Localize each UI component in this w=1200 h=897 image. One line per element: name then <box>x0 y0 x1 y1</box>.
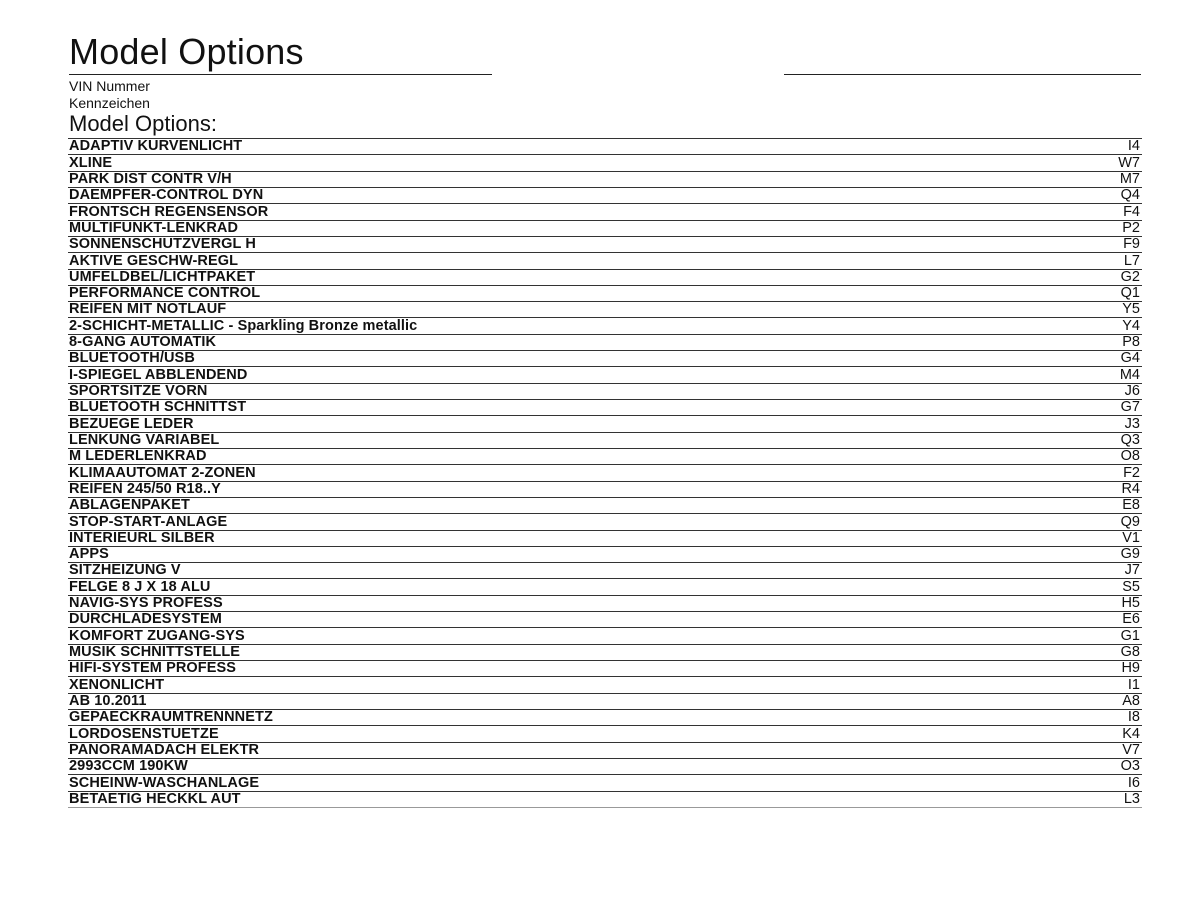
option-code: L7 <box>1123 252 1140 269</box>
option-row <box>68 433 1142 449</box>
option-name: REIFEN MIT NOTLAUF <box>69 301 227 318</box>
option-name: NAVIG-SYS PROFESS <box>69 595 223 612</box>
option-name: UMFELDBEL/LICHTPAKET <box>69 268 256 285</box>
option-name: PERFORMANCE CONTROL <box>69 285 261 302</box>
option-code: A8 <box>1122 692 1140 709</box>
vin-label: VIN Nummer <box>69 78 150 94</box>
option-name: BLUETOOTH/USB <box>69 350 195 367</box>
option-name: KOMFORT ZUGANG-SYS <box>69 627 245 644</box>
option-code: L3 <box>1123 790 1140 807</box>
option-name: SONNENSCHUTZVERGL H <box>69 236 256 253</box>
option-name: PARK DIST CONTR V/H <box>69 170 232 187</box>
header-rule-left <box>69 74 492 75</box>
option-code: G1 <box>1120 627 1140 644</box>
option-name: STOP-START-ANLAGE <box>69 513 228 530</box>
option-row <box>68 221 1142 237</box>
option-code: Q4 <box>1120 187 1140 204</box>
option-row <box>68 270 1142 286</box>
option-code: G8 <box>1120 644 1140 660</box>
option-row <box>68 596 1142 612</box>
option-row <box>68 579 1142 595</box>
option-name: MULTIFUNKT-LENKRAD <box>69 219 239 236</box>
option-row <box>68 775 1142 791</box>
options-heading: Model Options: <box>69 111 217 136</box>
option-row <box>68 302 1142 318</box>
option-name: MUSIK SCHNITTSTELLE <box>69 644 241 660</box>
option-name: LENKUNG VARIABEL <box>69 431 220 448</box>
option-code: I1 <box>1127 676 1140 693</box>
option-name: GEPAECKRAUMTRENNNETZ <box>69 709 273 726</box>
option-row <box>68 759 1142 775</box>
option-code: V7 <box>1122 741 1140 758</box>
option-row <box>68 367 1142 383</box>
option-code: G4 <box>1120 350 1140 367</box>
option-code: F9 <box>1123 236 1140 253</box>
option-name: HIFI-SYSTEM PROFESS <box>69 660 237 677</box>
option-name: REIFEN 245/50 R18..Y <box>69 480 221 497</box>
option-row <box>68 628 1142 644</box>
option-code: K4 <box>1122 725 1140 742</box>
option-name: DAEMPFER-CONTROL DYN <box>69 187 264 204</box>
option-row <box>68 531 1142 547</box>
option-row <box>68 743 1142 759</box>
option-row <box>68 139 1142 155</box>
header-rule-right <box>784 74 1141 75</box>
option-code: G7 <box>1120 399 1140 416</box>
option-row <box>68 318 1142 334</box>
option-name: SCHEINW-WASCHANLAGE <box>69 774 260 791</box>
option-row <box>68 792 1142 808</box>
option-code: I8 <box>1127 709 1140 726</box>
option-name: LORDOSENSTUETZE <box>69 725 219 742</box>
option-code: F2 <box>1123 464 1140 481</box>
option-code: H5 <box>1121 595 1140 612</box>
option-name: 8-GANG AUTOMATIK <box>69 334 217 351</box>
option-code: Q9 <box>1120 513 1140 530</box>
option-name: PANORAMADACH ELEKTR <box>69 741 260 758</box>
option-code: G2 <box>1120 268 1140 285</box>
option-row <box>68 172 1142 188</box>
option-row <box>68 449 1142 465</box>
option-name: KLIMAAUTOMAT 2-ZONEN <box>69 464 256 481</box>
option-row <box>68 482 1142 498</box>
option-code: H9 <box>1121 660 1140 677</box>
option-name: INTERIEURL SILBER <box>69 529 215 546</box>
option-code: J3 <box>1124 415 1140 432</box>
option-row <box>68 400 1142 416</box>
option-row <box>68 514 1142 530</box>
option-row <box>68 612 1142 628</box>
option-name: AB 10.2011 <box>69 692 147 709</box>
option-code: O3 <box>1120 758 1140 775</box>
option-name: XENONLICHT <box>69 676 165 693</box>
option-code: I4 <box>1127 138 1140 155</box>
option-code: R4 <box>1121 480 1140 497</box>
option-row <box>68 563 1142 579</box>
option-name: BLUETOOTH SCHNITTST <box>69 399 247 416</box>
option-code: V1 <box>1122 529 1140 546</box>
option-name: I-SPIEGEL ABBLENDEND <box>69 366 248 383</box>
option-row <box>68 645 1142 661</box>
option-name: 2993CCM 190KW <box>69 758 188 775</box>
option-row <box>68 694 1142 710</box>
option-code: S5 <box>1122 578 1140 595</box>
option-name: FELGE 8 J X 18 ALU <box>69 578 211 595</box>
option-row <box>68 286 1142 302</box>
option-row <box>68 384 1142 400</box>
option-name: SITZHEIZUNG V <box>69 562 181 579</box>
option-code: F4 <box>1123 203 1140 220</box>
option-code: Q3 <box>1120 431 1140 448</box>
option-name: AKTIVE GESCHW-REGL <box>69 252 239 269</box>
option-code: J6 <box>1124 383 1140 399</box>
option-row <box>68 253 1142 269</box>
option-row <box>68 465 1142 481</box>
option-code: M7 <box>1119 170 1140 187</box>
option-row <box>68 498 1142 514</box>
option-row <box>68 661 1142 677</box>
option-row <box>68 335 1142 351</box>
option-name: APPS <box>69 546 109 563</box>
option-name: ABLAGENPAKET <box>69 497 190 514</box>
option-name: DURCHLADESYSTEM <box>69 611 222 628</box>
option-name: FRONTSCH REGENSENSOR <box>69 203 269 220</box>
option-row <box>68 237 1142 253</box>
option-row <box>68 726 1142 742</box>
option-code: J7 <box>1124 562 1140 579</box>
option-name: 2-SCHICHT-METALLIC - Sparkling Bronze metallic <box>69 317 418 334</box>
option-name: M LEDERLENKRAD <box>69 448 207 465</box>
option-row <box>68 351 1142 367</box>
option-code: Q1 <box>1120 285 1140 302</box>
page-title: Model Options <box>69 31 304 72</box>
option-row <box>68 416 1142 432</box>
option-code: E6 <box>1122 611 1140 628</box>
option-name: BETAETIG HECKKL AUT <box>69 790 241 807</box>
option-row <box>68 204 1142 220</box>
option-code: P2 <box>1122 219 1140 236</box>
option-name: ADAPTIV KURVENLICHT <box>69 138 243 155</box>
option-code: Y5 <box>1122 301 1140 318</box>
options-list <box>68 138 1142 808</box>
option-row <box>68 677 1142 693</box>
option-code: E8 <box>1122 497 1140 514</box>
option-code: I6 <box>1127 774 1140 791</box>
option-row <box>68 155 1142 171</box>
option-row <box>68 547 1142 563</box>
option-row <box>68 710 1142 726</box>
option-code: P8 <box>1122 334 1140 351</box>
option-code: G9 <box>1120 546 1140 563</box>
option-code: Y4 <box>1122 317 1140 334</box>
option-name: XLINE <box>69 154 113 171</box>
option-name: SPORTSITZE VORN <box>69 383 208 399</box>
option-code: M4 <box>1119 366 1140 383</box>
option-name: BEZUEGE LEDER <box>69 415 194 432</box>
option-code: O8 <box>1120 448 1140 465</box>
option-code: W7 <box>1118 154 1140 171</box>
option-row <box>68 188 1142 204</box>
plate-label: Kennzeichen <box>69 95 150 111</box>
